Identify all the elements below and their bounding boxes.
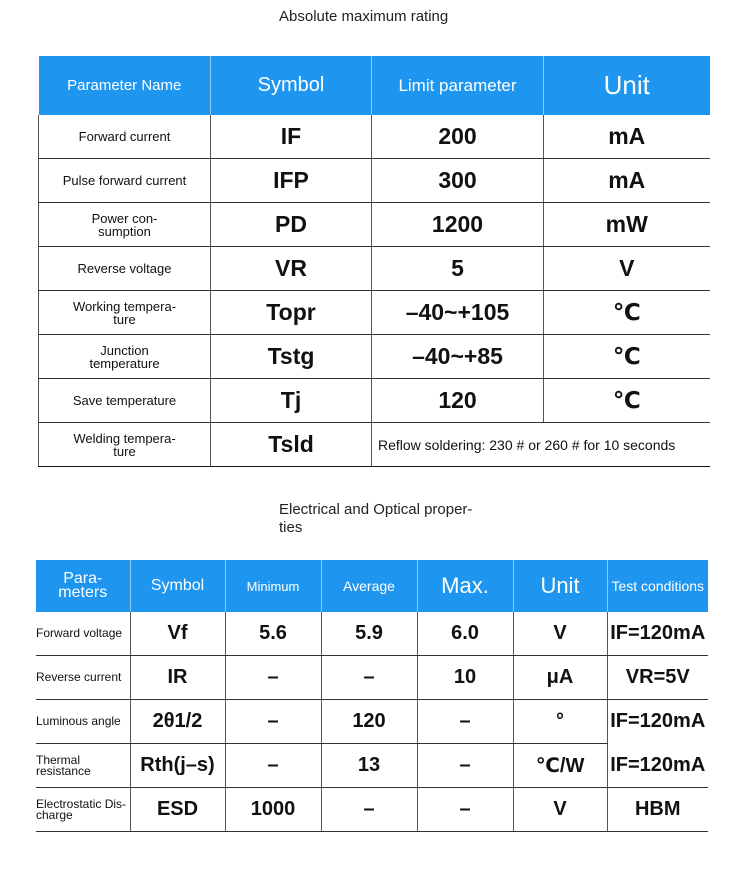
test-condition-cell: VR=5V [607,656,708,700]
parameter-name-cell: Reverse voltage [39,247,211,291]
header-parameters: Para- meters [36,560,130,612]
max-cell: – [417,744,513,788]
header-parameter-name: Parameter Name [39,56,211,115]
header-symbol: Symbol [130,560,225,612]
symbol-cell: 2θ1/2 [130,700,225,744]
table-row [39,335,710,379]
unit-cell: ℃ [544,379,710,423]
table-header-row [36,560,708,612]
limit-cell: 5 [372,247,544,291]
test-condition-cell: HBM [607,788,708,832]
absolute-max-table [38,56,710,467]
average-cell: – [321,656,417,700]
table-header-row [39,56,710,115]
limit-cell: –40~+105 [372,291,544,335]
average-cell: 5.9 [321,612,417,656]
test-condition-cell: IF=120mA [610,710,706,733]
unit-cell: ° [513,700,607,744]
parameter-name-cell: Power con- sumption [39,203,211,247]
table-row [36,612,708,656]
table-row [39,379,710,423]
symbol-cell: PD [211,203,372,247]
unit-cell: V [513,612,607,656]
minimum-cell: – [225,700,321,744]
minimum-cell: 1000 [225,788,321,832]
electrical-optical-title: Electrical and Optical proper- ties [279,501,473,536]
header-symbol: Symbol [211,56,372,115]
limit-cell: 300 [372,159,544,203]
symbol-cell: IR [130,656,225,700]
parameter-cell: Forward voltage [36,612,130,656]
symbol-cell: IFP [211,159,372,203]
parameter-cell: Thermal resistance [36,744,130,788]
header-unit: Unit [513,560,607,612]
table-row [39,247,710,291]
average-cell: – [321,788,417,832]
header-limit-parameter: Limit parameter [372,56,544,115]
table-row [39,291,710,335]
header-test-conditions: Test conditions [607,560,708,612]
symbol-cell: Vf [130,612,225,656]
unit-cell: V [513,788,607,832]
header-unit: Unit [544,56,710,115]
table-row [36,788,708,832]
electrical-optical-table [36,560,708,832]
parameter-name-cell: Junction temperature [39,335,211,379]
header-minimum: Minimum [225,560,321,612]
table-row [39,115,710,159]
unit-cell: μA [513,656,607,700]
parameter-cell: Reverse current [36,656,130,700]
max-cell: – [417,788,513,832]
test-condition-cell: IF=120mA [607,612,708,656]
header-max: Max. [417,560,513,612]
unit-cell: ℃ [544,291,710,335]
max-cell: 6.0 [417,612,513,656]
parameter-name-cell: Save temperature [39,379,211,423]
minimum-cell: – [225,744,321,788]
table-row [36,656,708,700]
table-row [36,744,708,788]
table-row [39,203,710,247]
unit-cell: ℃/W [513,744,607,788]
average-cell: 13 [321,744,417,788]
absolute-max-title: Absolute maximum rating [279,8,449,25]
test-condition-cell: IF=120mA [607,744,708,788]
limit-cell: 120 [372,379,544,423]
table-row [39,159,710,203]
parameter-cell: Electrostatic Dis- charge [36,788,130,832]
unit-cell: V [544,247,710,291]
parameter-name-cell: Forward current [39,115,211,159]
header-average: Average [321,560,417,612]
limit-cell: –40~+85 [372,335,544,379]
unit-cell: mA [544,115,710,159]
symbol-cell: Tsld [211,423,372,467]
symbol-cell: Tj [211,379,372,423]
parameter-name-cell: Pulse forward current [39,159,211,203]
unit-cell: ℃ [544,335,710,379]
parameter-name-cell: Welding tempera- ture [39,423,211,467]
symbol-cell: VR [211,247,372,291]
table-row [39,423,710,467]
note-cell: Reflow soldering: 230 # or 260 # for 10 seconds [372,423,710,467]
parameter-cell: Luminous angle [36,700,130,744]
parameter-name-cell: Working tempera- ture [39,291,211,335]
symbol-cell: Rth(j–s) [130,744,225,788]
table-row [36,700,708,744]
unit-cell: mW [544,203,710,247]
symbol-cell: Tstg [211,335,372,379]
minimum-cell: – [225,656,321,700]
max-cell: – [417,700,513,744]
limit-cell: 1200 [372,203,544,247]
max-cell: 10 [417,656,513,700]
average-cell: 120 [321,700,417,744]
symbol-cell: Topr [211,291,372,335]
symbol-cell: ESD [130,788,225,832]
unit-cell: mA [544,159,710,203]
symbol-cell: IF [211,115,372,159]
minimum-cell: 5.6 [225,612,321,656]
limit-cell: 200 [372,115,544,159]
